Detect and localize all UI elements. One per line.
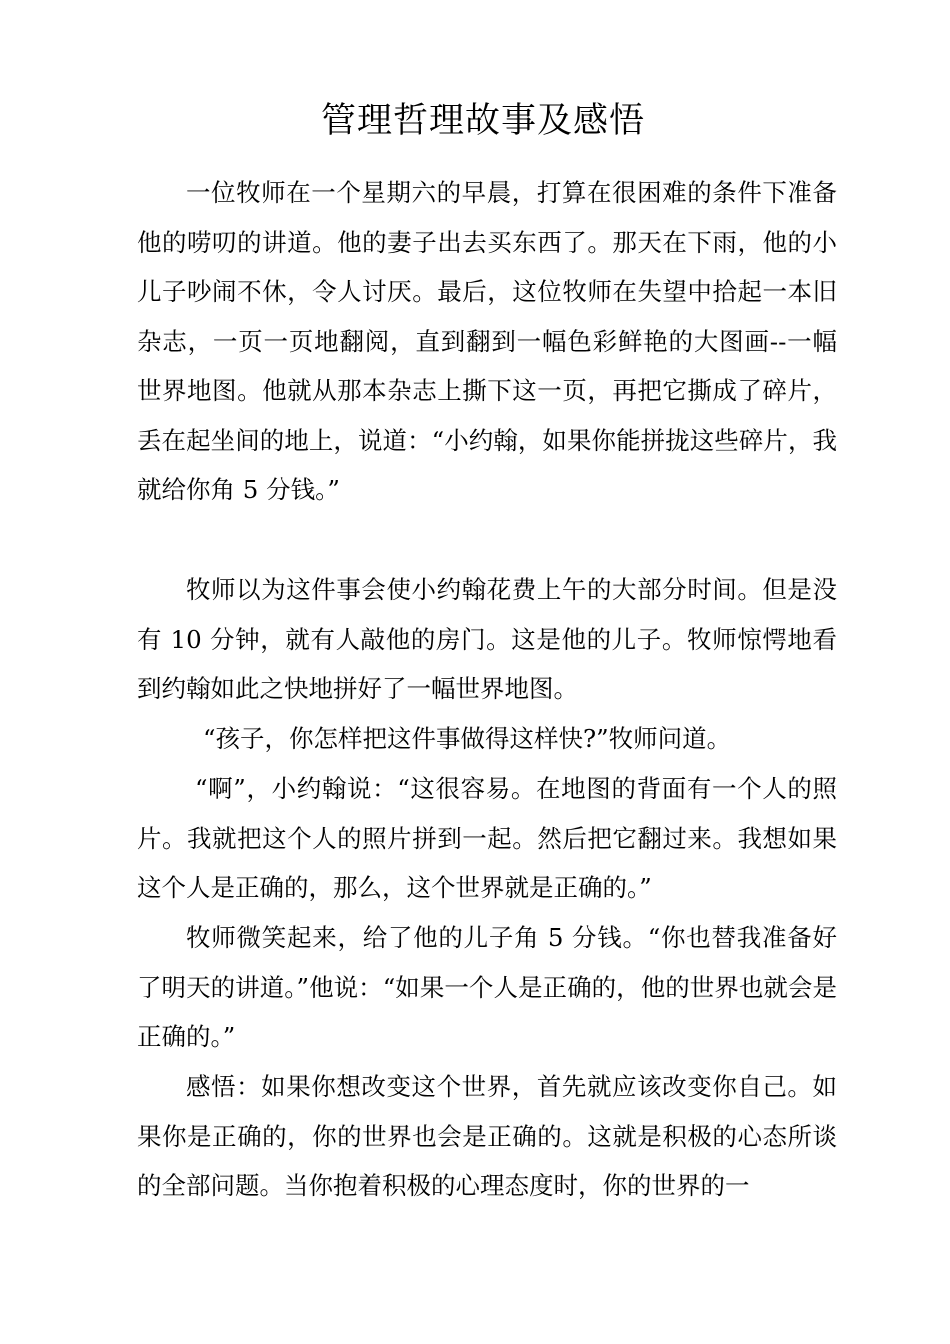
paragraph-pastor-reply: 牧师微笑起来，给了他的儿子角 5 分钱。“你也替我准备好了明天的讲道。”他说：“如果一个人是正确的，他的世界也就会是正确的。” xyxy=(137,923,837,1051)
paragraph-insight: 感悟：如果你想改变这个世界，首先就应该改变你自己。如果你是正确的，你的世界也会是正确的。这就是积极的心态所谈的全部问题。当你抱着积极的心理态度时，你的世界的一 xyxy=(137,1072,837,1200)
paragraph-son-finishes: 牧师以为这件事会使小约翰花费上午的大部分时间。但是没有 10 分钟，就有人敲他的房门。这是他的儿子。牧师惊愕地看到约翰如此之快地拼好了一幅世界地图。 xyxy=(137,575,837,703)
document-title: 管理哲理故事及感悟 xyxy=(320,101,645,141)
paragraph-pastor-story: 一位牧师在一个星期六的早晨，打算在很困难的条件下准备他的唠叨的讲道。他的妻子出去买东西了。那天在下雨，他的小儿子吵闹不休，令人讨厌。最后，这位牧师在失望中拾起一本旧杂志，一页一页地翻阅，直到翻到一幅色彩鲜艳的大图画--一幅世界地图。他就从那本杂志上撕下这一页，再把它撕成了碎片，丢在起坐间的地上，说道：“小约翰，如果你能拼拢这些碎片，我就给你角 5 分钱。” xyxy=(137,178,837,504)
paragraph-pastor-question: “孩子，你怎样把这件事做得这样快?”牧师问道。 xyxy=(203,724,732,753)
paragraph-son-answer: “啊”，小约翰说：“这很容易。在地图的背面有一个人的照片。我就把这个人的照片拼到一起。然后把它翻过来。我想如果这个人是正确的，那么，这个世界就是正确的。” xyxy=(137,774,837,902)
